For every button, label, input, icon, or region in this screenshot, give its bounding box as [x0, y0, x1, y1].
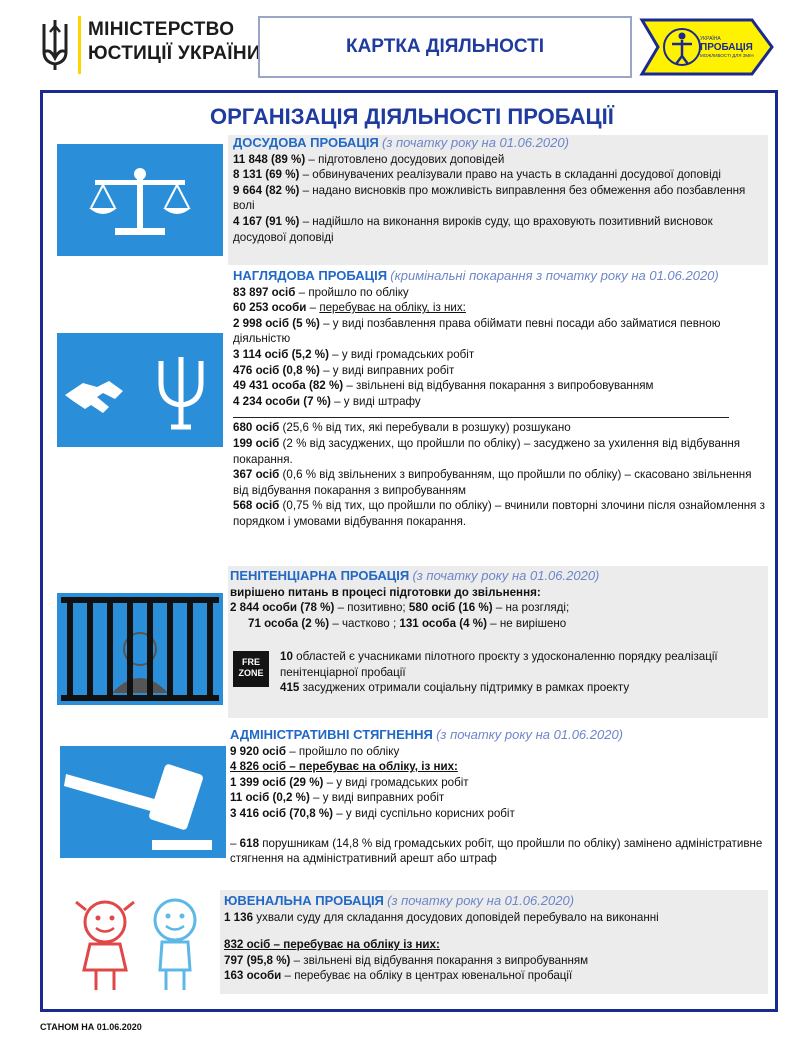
stat-text: (25,6 % від тих, які перебували в розшуку) розшукано — [279, 421, 571, 435]
probation-logo — [636, 14, 776, 80]
stat-text: – у виді виправних робіт — [319, 363, 455, 377]
stat-value: 4 167 (91 %) — [233, 214, 300, 228]
pretrial-title: ДОСУДОВА ПРОБАЦІЯ — [233, 135, 379, 150]
stat-value: 367 осіб — [233, 468, 280, 482]
stat-value: 680 осіб — [233, 421, 280, 435]
gavel-tile — [60, 746, 226, 858]
scales-tile — [57, 144, 223, 256]
stat-text: ухвали суду для складання досудових доповідей перебувало на виконанні — [253, 910, 659, 924]
stat-value: 71 особа (2 %) — [248, 616, 330, 630]
stat-heading: вирішено питань в процесі підготовки до звільнення: — [230, 585, 541, 599]
stat-text: засуджених отримали соціальну підтримку в рамках проекту — [299, 681, 630, 695]
divider-line — [233, 409, 729, 418]
trident-icon — [38, 18, 72, 72]
stat-value: 832 осіб – перебуває на обліку із них: — [224, 938, 440, 952]
stat-text: – звільнені від відбування покарання з випробуванням — [290, 953, 589, 967]
supervision-title: НАГЛЯДОВА ПРОБАЦІЯ — [233, 268, 388, 283]
logo-line3: МОЖЛИВОСТІ ДЛЯ ЗМІН — [700, 53, 754, 58]
footer-label: СТАНОМ НА — [40, 1022, 95, 1032]
stat-value: 797 (95,8 %) — [224, 953, 291, 967]
gavel-icon — [60, 746, 226, 858]
administrative-subtitle: (з початку року на 01.06.2020) — [436, 727, 624, 742]
card-title: КАРТКА ДІЯЛЬНОСТІ — [345, 36, 545, 57]
penitentiary-project — [280, 649, 750, 696]
stat-value: 9 664 (82 %) — [233, 183, 300, 197]
stat-text: – пройшло по обліку — [295, 285, 409, 299]
stat-text: (0,75 % від тих, що пройшли по обліку) – вчинили повторні злочини після ознайомлення з порядком і умовами відбування покарання. — [233, 499, 765, 528]
juvenile-subtitle: (з початку року на 01.06.2020) — [387, 893, 575, 908]
juvenile-title: ЮВЕНАЛЬНА ПРОБАЦІЯ — [224, 893, 384, 908]
frezone-badge-line1: FRE — [242, 657, 260, 667]
prison-bars-icon — [57, 593, 223, 705]
stat-text: – у виді виправних робіт — [309, 791, 445, 805]
stat-text: – у виді громадських робіт — [328, 347, 475, 361]
stat-value: 83 897 осіб — [233, 285, 296, 299]
stat-value: 568 осіб — [233, 499, 280, 513]
stat-value: 131 особа (4 %) — [399, 616, 487, 630]
section-juvenile — [224, 893, 764, 984]
stat-value: 60 253 особи — [233, 301, 307, 315]
stat-text: – у виді штрафу — [330, 394, 421, 408]
prison-tile — [57, 593, 223, 705]
stat-value: 3 114 осіб (5,2 %) — [233, 347, 329, 361]
stat-value: 415 — [280, 681, 300, 695]
children-icon — [60, 890, 220, 996]
section-pretrial — [233, 135, 765, 245]
pretrial-subtitle: (з початку року на 01.06.2020) — [382, 135, 569, 150]
logo-line1: УКРАЇНА — [700, 36, 721, 42]
ministry-name: МІНІСТЕРСТВО ЮСТИЦІЇ УКРАЇНИ — [88, 19, 261, 64]
administrative-title: АДМІНІСТРАТИВНІ СТЯГНЕННЯ — [230, 727, 433, 742]
stat-value: 4 234 особи (7 %) — [233, 394, 331, 408]
stat-text: – перебуває на обліку в центрах ювенальної пробації — [281, 969, 573, 983]
stat-text: – обвинувачених реалізували право на участь в складанні досудової доповіді — [299, 168, 721, 182]
logo-line2: ПРОБАЦІЯ — [700, 42, 753, 53]
section-penitentiary — [230, 568, 766, 631]
penitentiary-title: ПЕНІТЕНЦІАРНА ПРОБАЦІЯ — [230, 568, 410, 583]
stat-value: 199 осіб — [233, 436, 280, 450]
yellow-divider — [78, 16, 81, 74]
frezone-badge-line2: ZONE — [238, 668, 264, 678]
stat-value: 618 — [239, 836, 260, 850]
footer-date — [40, 1022, 142, 1032]
stat-value: 11 осіб (0,2 %) — [230, 791, 310, 805]
stat-value: 163 особи — [224, 969, 282, 983]
stat-value: 10 — [280, 650, 293, 663]
stat-value: 580 осіб (16 %) — [408, 601, 493, 615]
card-title-box — [258, 16, 632, 78]
handshake-psi-tile — [57, 333, 223, 447]
stat-text: (0,6 % від звільнених з випробуванням, що пройшли по обліку) – скасовано звільнення від відбування покарання з випробуванням — [233, 468, 752, 497]
kids-tile — [60, 890, 220, 996]
penitentiary-subtitle: (з початку року на 01.06.2020) — [412, 568, 600, 583]
frezone-badge — [233, 651, 269, 687]
stat-text: – підготовлено досудових доповідей — [305, 152, 505, 166]
stat-value: 2 998 осіб (5 %) — [233, 316, 320, 330]
stat-text: – пройшло по обліку — [286, 744, 400, 758]
stat-value: 11 848 (89 %) — [233, 152, 306, 166]
stat-value: 476 осіб (0,8 %) — [233, 363, 320, 377]
section-supervision — [233, 268, 765, 530]
stat-text: – на розгляді; — [492, 601, 570, 615]
ministry-logo — [38, 14, 268, 74]
stat-text: перебуває на обліку, із них: — [319, 301, 466, 315]
stat-value: 3 416 осіб (70,8 %) — [230, 806, 334, 820]
stat-text: – — [306, 301, 320, 315]
stat-text: – у виді позбавлення права обіймати певні посади або займатися певною діяльністю — [233, 316, 721, 346]
stat-text: порушникам (14,8 % від громадських робіт, що пройшли по обліку) замінено адміністративне стягнення на адміністративний арешт або штраф — [230, 836, 763, 866]
supervision-subtitle: (кримінальні покарання з початку року на 01.06.2020) — [390, 268, 719, 283]
stat-value: 8 131 (69 %) — [233, 168, 300, 182]
stat-text: – у виді суспільно корисних робіт — [333, 806, 515, 820]
stat-text: областей є учасниками пілотного проєкту з удосконаленню порядку реалізації пенітенціарної пробації — [280, 650, 718, 679]
footer-date-value: 01.06.2020 — [96, 1022, 142, 1032]
stat-text: – — [230, 836, 240, 850]
stat-value: 9 920 осіб — [230, 744, 286, 758]
stat-value: 49 431 особа (82 %) — [233, 379, 344, 393]
stat-text: – звільнені від відбування покарання з випробовуванням — [343, 379, 654, 393]
stat-text: – частково ; — [329, 616, 400, 630]
stat-value: 4 826 осіб – перебуває на обліку, із них: — [230, 760, 458, 774]
handshake-psi-icon — [57, 333, 223, 447]
stat-text: – у виді громадських робіт — [323, 775, 469, 789]
stat-value: 1 136 — [224, 910, 254, 924]
main-title: ОРГАНІЗАЦІЯ ДІЯЛЬНОСТІ ПРОБАЦІЇ — [210, 104, 614, 129]
section-administrative — [230, 727, 766, 867]
stat-text: – позитивно; — [334, 601, 409, 615]
stat-value: 2 844 особи (78 %) — [230, 601, 335, 615]
stat-text: – надійшло на виконання вироків суду, що враховують позитивний висновок досудової доповіді — [233, 214, 713, 244]
stat-text: (2 % від засуджених, що пройшли по обліку) – засуджено за ухилення від відбування покарання. — [233, 436, 741, 466]
stat-value: 1 399 осіб (29 %) — [230, 775, 324, 789]
stat-text: – не вирішено — [486, 616, 567, 630]
stat-text: – надано висновків про можливість виправлення без обмеження або позбавлення волі — [233, 183, 746, 213]
scales-icon — [57, 144, 223, 256]
